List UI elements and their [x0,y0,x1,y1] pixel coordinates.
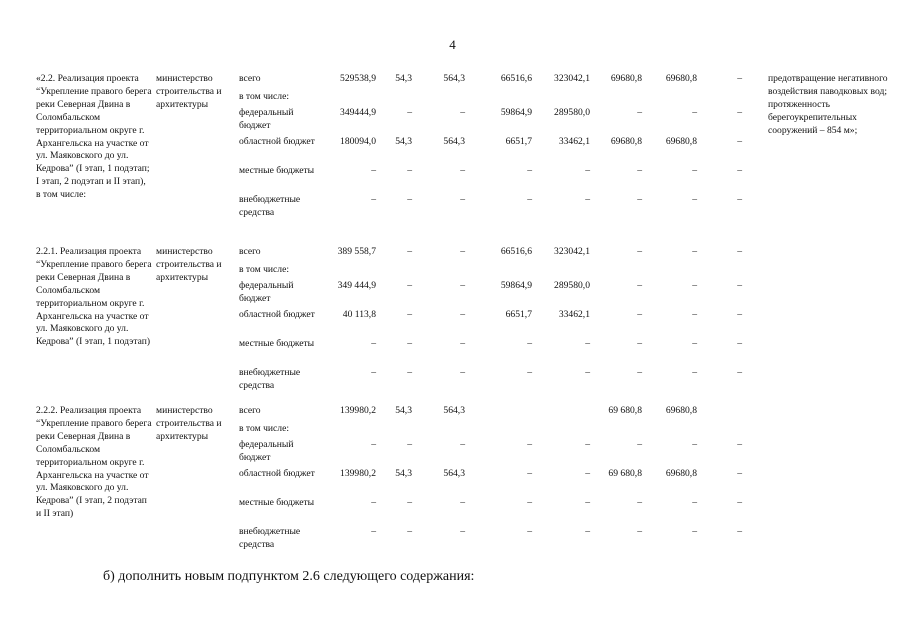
amount-cell: – [637,367,642,378]
amount-cell: 33462,1 [558,309,590,320]
amount-cell: – [371,367,376,378]
amount-cell: 529538,9 [340,73,376,84]
amount-cell: – [407,165,412,176]
amount-cell: – [460,526,465,537]
amount-cell: – [460,246,465,257]
amount-cell: 69 680,8 [608,405,642,416]
amount-cell: – [527,165,532,176]
amount-cell: 564,3 [443,73,465,84]
amount-cell: – [371,165,376,176]
amount-cell: – [407,367,412,378]
amount-cell: 59864,9 [500,280,532,291]
amount-cell: – [460,309,465,320]
amount-cell: – [737,280,742,291]
amount-cell: – [407,526,412,537]
amount-cell: – [637,194,642,205]
amount-cell: – [460,107,465,118]
amount-cell: – [737,73,742,84]
amount-cell: 54,3 [395,73,412,84]
amount-cell: – [460,338,465,349]
section-title: 2.2.1. Реализация проекта “Укрепление правого берега реки Северная Двина в Соломбальском территориальном округе г. Архангельска на участке от ул. Маяковского до ул. Кедрова” (I этап, 1 подэтап) [36,246,152,348]
amount-cell: – [371,338,376,349]
amount-cell: 69680,8 [610,73,642,84]
amount-cell: 180094,0 [340,136,376,147]
funding-source: местные бюджеты [239,338,315,349]
amount-cell: – [460,165,465,176]
amount-cell: – [407,309,412,320]
amount-cell: – [527,367,532,378]
section-executor: министерство строительства и архитектуры [156,73,222,110]
amount-cell: – [585,526,590,537]
amount-cell: 54,3 [395,468,412,479]
amount-cell: – [407,246,412,257]
amount-cell: 389 558,7 [337,246,376,257]
funding-source: внебюджетные средства [239,526,301,550]
amount-cell: – [371,526,376,537]
amount-cell: – [637,526,642,537]
amount-cell: – [407,439,412,450]
amount-cell: – [371,194,376,205]
amount-cell: 69680,8 [665,136,697,147]
funding-source: федеральный бюджет [239,439,294,463]
amendment-text: б) дополнить новым подпунктом 2.6 следующего содержания: [103,569,475,584]
amount-cell: – [692,367,697,378]
amount-cell: – [637,338,642,349]
funding-source: областной бюджет [239,136,315,147]
amount-cell: – [407,107,412,118]
amount-cell: 69680,8 [665,405,697,416]
amount-cell: – [637,497,642,508]
amount-cell: – [737,497,742,508]
amount-cell: – [737,194,742,205]
amount-cell: – [692,309,697,320]
amount-cell: – [407,497,412,508]
amount-cell: – [637,107,642,118]
amount-cell: – [692,107,697,118]
funding-source: в том числе: [239,91,290,102]
funding-source: внебюджетные средства [239,367,301,391]
amount-cell: – [527,194,532,205]
amount-cell: 323042,1 [554,73,590,84]
funding-source: всего [239,73,261,84]
amount-cell: 323042,1 [554,246,590,257]
amount-cell: – [737,367,742,378]
section-executor: министерство строительства и архитектуры [156,246,222,283]
amount-cell: – [527,497,532,508]
amount-cell: – [737,468,742,479]
amount-cell: – [737,136,742,147]
amount-cell: – [585,439,590,450]
amount-cell: 69 680,8 [608,468,642,479]
amount-cell: 69680,8 [610,136,642,147]
amount-cell: 349444,9 [340,107,376,118]
amount-cell: 33462,1 [558,136,590,147]
amount-cell: – [407,280,412,291]
amount-cell: – [692,280,697,291]
amount-cell: – [737,439,742,450]
amount-cell: – [407,338,412,349]
amount-cell: – [637,280,642,291]
funding-source: всего [239,246,261,257]
amount-cell: – [407,194,412,205]
amount-cell: 54,3 [395,136,412,147]
amount-cell: – [585,367,590,378]
funding-source: всего [239,405,261,416]
amount-cell: – [527,338,532,349]
amount-cell: – [737,526,742,537]
amount-cell: – [527,468,532,479]
amount-cell: 6651,7 [505,309,532,320]
amount-cell: – [637,309,642,320]
amount-cell: – [637,165,642,176]
funding-source: федеральный бюджет [239,280,294,304]
amount-cell: 66516,6 [500,246,532,257]
amount-cell: – [692,497,697,508]
funding-source: местные бюджеты [239,497,315,508]
amount-cell: – [737,309,742,320]
funding-source: внебюджетные средства [239,194,301,218]
amount-cell: – [527,526,532,537]
funding-source: областной бюджет [239,468,315,479]
amount-cell: – [737,107,742,118]
page-number: 4 [449,37,456,52]
amount-cell: – [585,165,590,176]
amount-cell: – [692,526,697,537]
amount-cell: – [637,439,642,450]
amount-cell: – [692,246,697,257]
amount-cell: 564,3 [443,136,465,147]
amount-cell: – [527,439,532,450]
section-executor: министерство строительства и архитектуры [156,405,222,442]
amount-cell: 139980,2 [340,405,376,416]
amount-cell: 69680,8 [665,468,697,479]
amount-cell: 289580,0 [554,107,590,118]
amount-cell: 289580,0 [554,280,590,291]
amount-cell: 349 444,9 [337,280,376,291]
funding-source: федеральный бюджет [239,107,294,131]
amount-cell: 40 113,8 [342,309,376,320]
amount-cell: – [371,497,376,508]
amount-cell: – [460,194,465,205]
amount-cell: – [692,165,697,176]
section-result: предотвращение негативного воздействия паводковых вод; протяженность берегоукрепительных сооружений – 854 м»; [768,73,888,136]
amount-cell: 54,3 [395,405,412,416]
amount-cell: – [460,439,465,450]
amount-cell: – [585,338,590,349]
amount-cell: 59864,9 [500,107,532,118]
amount-cell: – [692,194,697,205]
amount-cell: – [585,497,590,508]
amount-cell: – [460,367,465,378]
amount-cell: 139980,2 [340,468,376,479]
funding-source: в том числе: [239,264,290,275]
section-title: 2.2.2. Реализация проекта “Укрепление правого берега реки Северная Двина в Соломбальском территориальном округе г. Архангельска на участке от ул. Маяковского до ул. Кедрова” (I этап, 2 подэтап и II этап) [36,405,152,520]
amount-cell: 564,3 [443,468,465,479]
amount-cell: – [460,497,465,508]
funding-source: областной бюджет [239,309,315,320]
amount-cell: – [460,280,465,291]
amount-cell: – [371,439,376,450]
amount-cell: – [692,439,697,450]
funding-source: в том числе: [239,423,290,434]
section-title: «2.2. Реализация проекта “Укрепление правого берега реки Северная Двина в Соломбальском территориальном округе г. Архангельска на участке от ул. Маяковского до ул. Кедрова” (I этап, 1 подэтап; I этап, 2 подэтап и II этап), в том числе: [36,73,152,201]
amount-cell: 564,3 [443,405,465,416]
amount-cell: 6651,7 [505,136,532,147]
amount-cell: 66516,6 [500,73,532,84]
amount-cell: – [585,194,590,205]
amount-cell: – [585,468,590,479]
amount-cell: – [692,338,697,349]
amount-cell: – [637,246,642,257]
amount-cell: 69680,8 [665,73,697,84]
amount-cell: – [737,246,742,257]
amount-cell: – [737,338,742,349]
amount-cell: – [737,165,742,176]
funding-source: местные бюджеты [239,165,315,176]
